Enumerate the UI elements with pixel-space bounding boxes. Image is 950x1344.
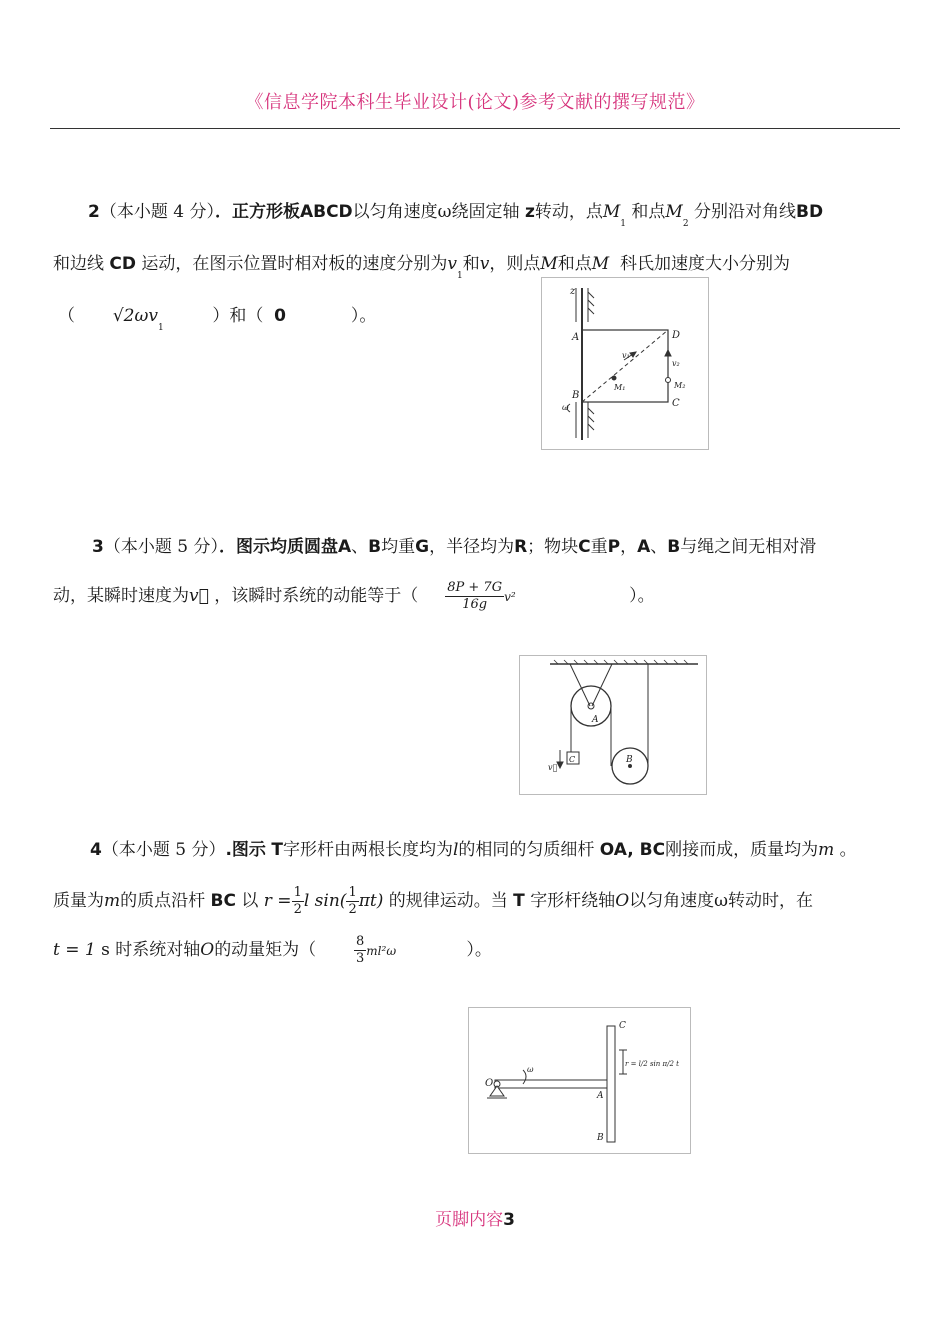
q3-fig-label-a: A: [592, 715, 599, 725]
q2-fig-label-v2: v₂: [672, 359, 680, 368]
q2-line-2: 和边线 CD 运动，在图示位置时相对板的速度分别为$v_1$和v，则点M和点M 科氏加速度大小分别为: [53, 254, 791, 281]
document-header-title: 《信息学院本科生毕业设计(论文)参考文献的撰写规范》: [245, 92, 705, 113]
q3-fig-label-b: B: [626, 755, 633, 765]
q3-line-2: 动，某瞬时速度为v⃗ ，该瞬时系统的动能等于（ $\frac{8P + 7G}{16g}$ v² ）。: [53, 580, 655, 612]
q4-fig-label-r: r = l/2 sin π/2 t: [625, 1060, 679, 1068]
header-divider: [50, 128, 900, 129]
q2-answer-1: √2ωv: [112, 306, 158, 326]
page-footer: [0, 1205, 950, 1230]
q2-fig-label-z: z: [570, 286, 576, 297]
q2-answer-2: 0: [274, 306, 286, 326]
q4-fig-label-b: B: [597, 1133, 604, 1143]
footer-text: 页脚内容: [435, 1210, 504, 1230]
q4-fig-rod-bc: [607, 1026, 615, 1142]
q4-fig-omega-arrow: [523, 1070, 526, 1084]
q4-line-1: 4（本小题 5 分）.图示 T字形杆由两根长度均为l的相同的匀质细杆 OA, BC刚接而成，质量均为m 。: [90, 840, 857, 860]
q2-fig-label-b: B: [572, 390, 580, 401]
q2-fig-label-c: C: [672, 398, 680, 409]
q2-figure-rotating-plate: [541, 277, 709, 450]
q4-fig-label-c: C: [619, 1021, 626, 1031]
q4-fig-label-a: A: [597, 1091, 604, 1101]
page-number: 3: [503, 1210, 515, 1230]
q2-fig-point-m1: [612, 376, 616, 380]
q3-fig-disk-a-center: [588, 703, 594, 709]
q2-fig-label-omega: ω: [562, 403, 569, 412]
q3-fig-label-c: C: [569, 755, 576, 764]
q3-answer-fraction: $\frac{8P + 7G}{16g}$: [447, 580, 503, 612]
q2-answer-line: （ $√2\omega v_1$ ）和（ 0 ）。: [58, 306, 377, 333]
q2-fig-point-m2: [666, 378, 671, 383]
q3-number: 3: [92, 537, 104, 557]
q3-figure-pulley-system: [519, 655, 707, 795]
q4-number: 4: [90, 840, 102, 860]
q2-meta: （本小题 4 分）: [99, 202, 215, 222]
q2-abcd: ABCD: [299, 202, 353, 222]
q2-fig-label-a: A: [572, 332, 580, 343]
q4-fig-label-o: O: [485, 1078, 494, 1089]
q4-figure-t-bar: [468, 1007, 691, 1154]
q4-meta: （本小题 5 分）: [101, 840, 226, 860]
q2-number: 2: [88, 202, 100, 222]
q2-fig-label-m2: M₂: [674, 381, 686, 390]
q4-line-3: t = 1 s 时系统对轴O的动量矩为（ $\frac{8}{3}$ ml²ω ）。: [53, 934, 492, 966]
q3-meta: （本小题 5 分）: [103, 537, 219, 557]
q3-line-1: 3（本小题 5 分）．图示均质圆盘A、B均重G，半径均为R；物块C重P，A、B与绳之间无相对滑: [92, 537, 817, 557]
q4-fig-label-omega: ω: [527, 1065, 534, 1074]
q4-answer-rest: ml²ω: [366, 944, 397, 958]
q2-fig-label-m1: M₁: [614, 383, 626, 392]
q3-fig-label-v: v⃗: [548, 763, 558, 772]
q2-fig-label-v1: v₁: [622, 351, 630, 360]
q2-line-1: 2（本小题 4 分）．正方形板ABCD以匀角速度ω绕固定轴 z转动，点$M_1$ 和点$M_2$ 分别沿对角线BD: [88, 202, 824, 229]
q4-line-2: 质量为m的质点沿杆 BC 以 r = $\frac{1}{2}$ l sin( $\frac{1}{2}$ πt) 的规律运动。当 T 字形杆绕轴O以匀角速度ω转动时，在: [53, 885, 813, 917]
q2-fig-label-d: D: [672, 330, 681, 341]
q3-fig-disk-a: [571, 686, 611, 726]
q4-answer-fraction: $\frac{8}{3}$: [356, 934, 365, 966]
q4-fig-rod-oa: [495, 1080, 607, 1088]
